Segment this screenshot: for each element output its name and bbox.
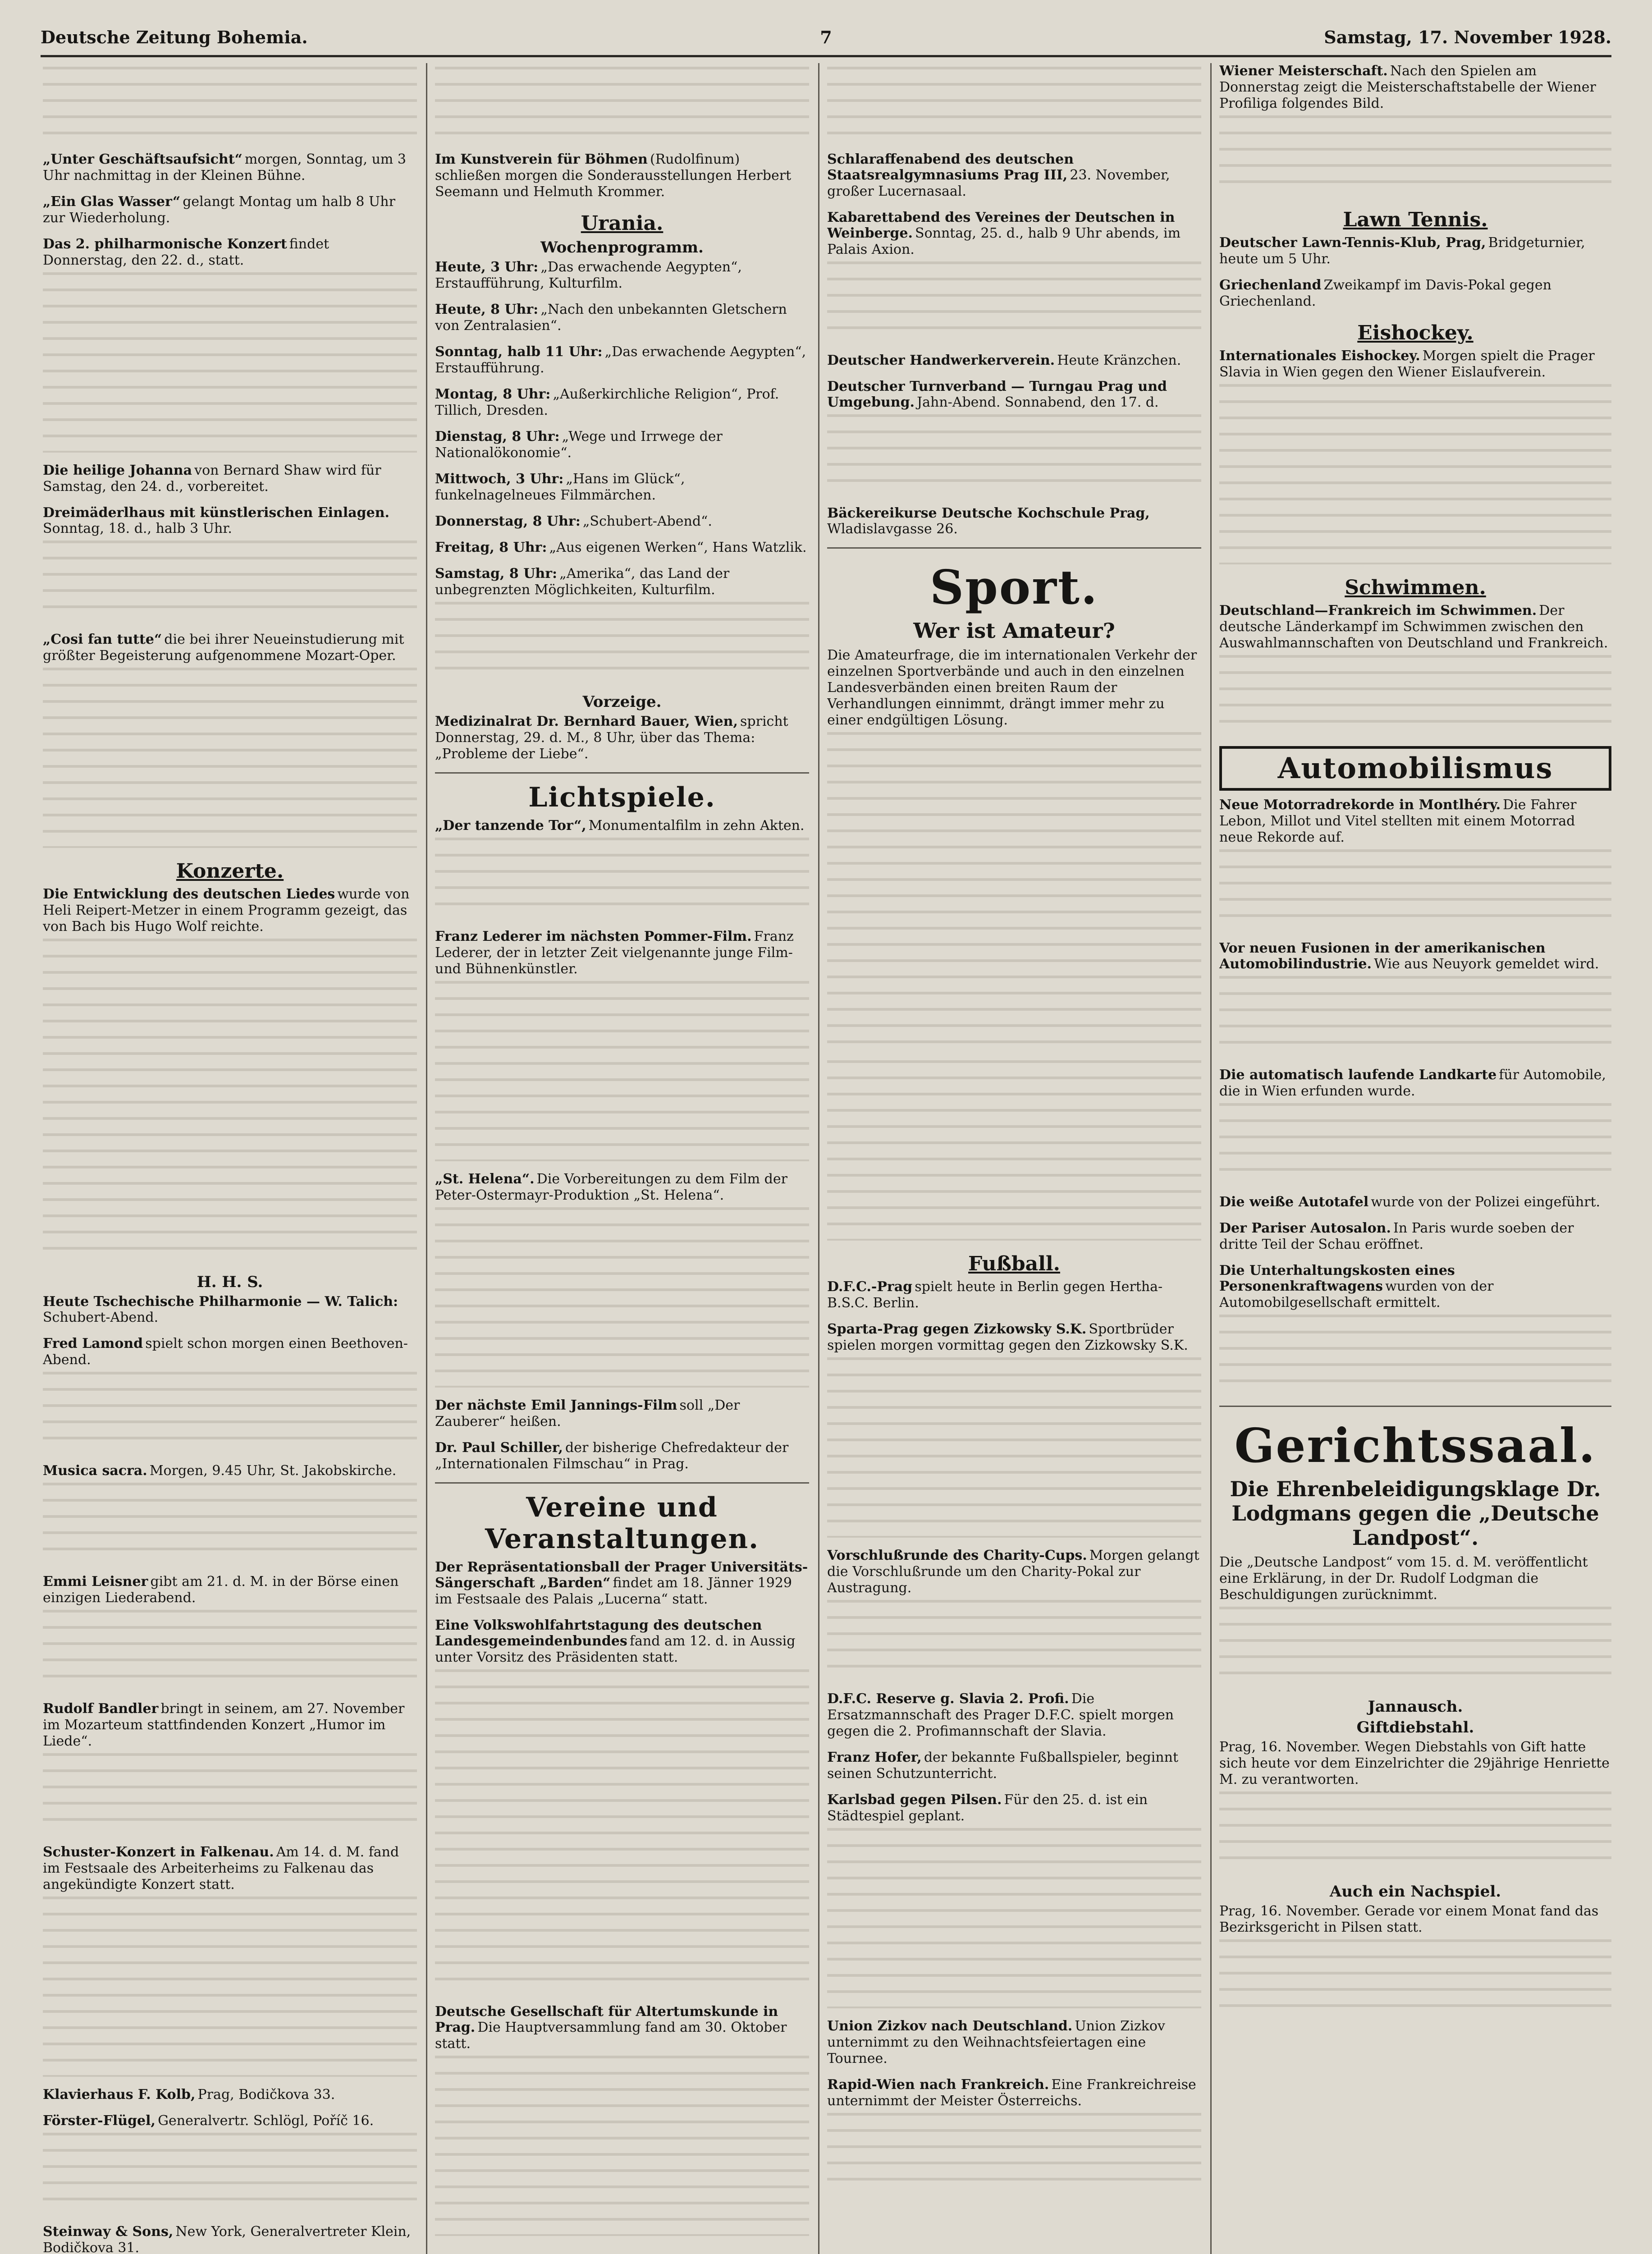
article-title: Griechenland [1219, 277, 1322, 293]
text-lines [827, 1060, 1201, 1241]
article [1219, 1220, 1611, 1253]
article-title: Der Repräsentationsball der Prager Universitäts-Sängerschaft „Barden“ [435, 1559, 808, 1591]
article [43, 505, 417, 622]
text-lines [1219, 849, 1611, 930]
text-lines [43, 1610, 417, 1691]
article-text: spielt schon morgen einen Beethoven-Abend. [43, 1336, 408, 1368]
article-text: gibt am 21. d. M. in der Börse einen einzigen Liederabend. [43, 1574, 399, 1606]
schedule-text: „Außerkirchliche Religion“, Prof. Tillich, Dresden. [435, 386, 779, 418]
advert [43, 2087, 417, 2103]
article-text: Prag, 16. November. Wegen Diebstahls von Gift hatte sich heute vor dem Einzelrichter die 29jährige Henriette M. zu verantworten. [1219, 1739, 1610, 1787]
article [1219, 1263, 1611, 1396]
article-title: „Der tanzende Tor“, [435, 818, 586, 834]
page-number: 7 [820, 27, 832, 47]
article-title: Rapid-Wien nach Frankreich. [827, 2077, 1049, 2093]
article-title: Das 2. philharmonische Konzert [43, 236, 287, 252]
column-3 [827, 63, 1201, 2254]
article-title: Fred Lamond [43, 1336, 143, 1351]
divider [435, 1482, 809, 1484]
schedule-text: „Das erwachende Aegypten“, Erstaufführung, Kulturfilm. [435, 259, 742, 291]
schedule-entry [435, 302, 809, 334]
article-text: 23. November, großer Lucernasaal. [827, 167, 1170, 199]
article-title: Union Zizkov nach Deutschland. [827, 2018, 1073, 2034]
article-title: Die Unterhaltungskosten eines Personenkraftwagens [1219, 1263, 1455, 1294]
article-title: Rudolf Bandler [43, 1701, 159, 1717]
section-heading-automobilismus: Automobilismus [1219, 746, 1611, 791]
article [435, 714, 809, 762]
article-title: Sparta-Prag gegen Zizkowsky S.K. [827, 1321, 1087, 1337]
advert-text: New York, Generalvertreter Klein, Bodičkova 31. [43, 2224, 411, 2254]
article [1219, 940, 1611, 1057]
article-title: Franz Lederer im nächsten Pommer-Film. [435, 929, 752, 944]
article-text: Sonntag, 25. d., halb 9 Uhr abends, im Palais Axion. [827, 225, 1181, 257]
section-heading-fussball: Fußball. [968, 1252, 1060, 1275]
column-4 [1219, 63, 1611, 2254]
article-text: Schubert-Abend. [43, 1310, 159, 1325]
article-text: bringt in seinem, am 27. November im Mozarteum stattfindenden Konzert „Humor im Liede“. [43, 1701, 405, 1749]
schedule-time: Montag, 8 Uhr: [435, 386, 551, 402]
article-title: Schuster-Konzert in Falkenau. [43, 1844, 274, 1860]
text-lines [435, 67, 809, 148]
article-headline: Die Ehrenbeleidigungsklage Dr. Lodgmans gegen die „Deutsche Landpost“. [1230, 1477, 1601, 1550]
text-lines [827, 261, 1201, 343]
article-title: Dr. Paul Schiller, [435, 1440, 563, 1456]
schedule-text: „Hans im Glück“, funkelnagelneues Filmmärchen. [435, 471, 685, 503]
advert-text: Prag, Bodičkova 33. [197, 2087, 335, 2103]
article [435, 1440, 809, 1472]
article-text: Wladislavgasse 26. [827, 521, 958, 537]
article-text: wurden von der Automobilgesellschaft ermittelt. [1219, 1278, 1494, 1310]
schedule-time: Heute, 3 Uhr: [435, 259, 539, 275]
schedule-time: Samstag, 8 Uhr: [435, 566, 558, 582]
advert-text: Generalvertr. Schlögl, Poříč 16. [158, 2113, 374, 2129]
article-title: Der Pariser Autosalon. [1219, 1220, 1391, 1236]
text-lines [1219, 1607, 1611, 1688]
article-text: wurde von Heli Reipert-Metzer in einem Programm gezeigt, das von Bach bis Hugo Wolf reichte. [43, 886, 410, 935]
article-title: Die Entwicklung des deutschen Liedes [43, 886, 335, 902]
article [827, 2077, 1201, 2194]
article-title: Kabarettabend des Vereines der Deutschen in Weinberge. [827, 210, 1175, 241]
advert [43, 2224, 417, 2254]
advert [43, 2113, 417, 2214]
divider [827, 547, 1201, 549]
article-text: morgen, Sonntag, um 3 Uhr nachmittag in der Kleinen Bühne. [43, 151, 406, 183]
text-lines [1219, 655, 1611, 736]
article-title: Deutscher Lawn-Tennis-Klub, Prag, [1219, 235, 1486, 251]
article-title: „St. Helena“. [435, 1171, 535, 1187]
article-title: D.F.C. Reserve g. Slavia 2. Profi. [827, 1691, 1069, 1707]
article-title: Wiener Meisterschaft. [1219, 63, 1388, 79]
article [43, 151, 417, 184]
text-lines [43, 668, 417, 848]
schedule-text: „Nach den unbekannten Gletschern von Zentralasien“. [435, 302, 787, 334]
section-heading-lawn-tennis: Lawn Tennis. [1343, 208, 1488, 231]
article [435, 1397, 809, 1430]
article-title: Die automatisch laufende Landkarte [1219, 1067, 1497, 1083]
article [827, 379, 1201, 495]
article-title: „Ein Glas Wasser“ [43, 194, 181, 210]
advert-title: Steinway & Sons, [43, 2224, 174, 2240]
text-lines [43, 272, 417, 453]
article-text: Die „Deutsche Landpost“ vom 15. d. M. veröffentlicht eine Erklärung, in der Dr. Rudolf Lodgman die Beschuldigungen zurücknimmt. [1219, 1554, 1588, 1603]
text-lines [43, 939, 417, 1263]
text-lines [827, 414, 1201, 495]
article-text: Am 14. d. M. fand im Festsaale des Arbeiterheims zu Falkenau das angekündigte Konzert statt. [43, 1844, 399, 1892]
text-lines [43, 2133, 417, 2214]
article [1219, 1554, 1611, 1688]
article-title: Vorschlußrunde des Charity-Cups. [827, 1548, 1087, 1563]
schedule-entry [435, 386, 809, 419]
article-headline: Giftdiebstahl. [1356, 1718, 1474, 1736]
article-title: Deutscher Handwerkerverein. [827, 353, 1055, 368]
article-text: von Bernard Shaw wird für Samstag, den 24. d., vorbereitet. [43, 463, 381, 495]
article [1219, 235, 1611, 267]
text-lines [43, 1483, 417, 1564]
text-lines [435, 602, 809, 683]
article-text: die bei ihrer Neueinstudierung mit größter Begeisterung aufgenommene Mozart-Oper. [43, 632, 404, 664]
article-title: Deutscher Turnverband — Turngau Prag und Umgebung. [827, 379, 1167, 410]
article-title: Schlaraffenabend des deutschen Staatsrealgymnasiums Prag III, [827, 151, 1074, 183]
section-subheading: Vorzeige. [582, 693, 662, 711]
article-title: Die weiße Autotafel [1219, 1194, 1369, 1210]
text-lines [1219, 1939, 1611, 2020]
article [43, 1336, 417, 1453]
schedule-text: „Wege und Irrwege der Nationalökonomie“. [435, 429, 723, 461]
article-text: Jahn-Abend. Sonnabend, den 17. d. [917, 394, 1159, 410]
text-lines [827, 1600, 1201, 1681]
text-lines [1219, 1103, 1611, 1184]
article-text: Die Ersatzmannschaft des Prager D.F.C. spielt morgen gegen die 2. Profimannschaft der Slavia. [827, 1691, 1174, 1739]
text-lines [1219, 384, 1611, 564]
article [1219, 797, 1611, 930]
article-text: Die Amateurfrage, die im internationalen Verkehr der einzelnen Sportverbände und auch in den einzelnen Landesverbänden einen breiten Raum der Verhandlungen einnimmt, drängt immer mehr zu einer endgültigen Lösung. [827, 647, 1197, 728]
article [435, 818, 809, 919]
article-title: Im Kunstverein für Böhmen [435, 151, 648, 167]
article [827, 151, 1201, 200]
article [1219, 1194, 1611, 1210]
text-lines [43, 1372, 417, 1453]
divider [435, 772, 809, 774]
advert-title: Klavierhaus F. Kolb, [43, 2087, 196, 2103]
text-lines [435, 2056, 809, 2236]
article-headline: Auch ein Nachspiel. [1329, 1883, 1501, 1901]
article [827, 647, 1201, 1241]
article [43, 1701, 417, 1834]
article-title: D.F.C.-Prag [827, 1279, 913, 1295]
article-text: Union Zizkov unternimmt zu den Weihnachtsfeiertagen eine Tournee. [827, 2018, 1165, 2066]
article [827, 2018, 1201, 2067]
article-text: Morgen spielt die Prager Slavia in Wien gegen den Wiener Eislaufverein. [1219, 348, 1595, 380]
article [43, 632, 417, 848]
article-text: findet am 18. Jänner 1929 im Festsaale des Palais „Lucerna“ statt. [435, 1575, 792, 1607]
divider [1219, 1406, 1611, 1407]
article [43, 1463, 417, 1564]
article [1219, 1903, 1611, 2020]
article-title: Deutschland—Frankreich im Schwimmen. [1219, 603, 1537, 618]
article-text: Morgen, 9.45 Uhr, St. Jakobskirche. [149, 1463, 397, 1479]
schedule-text: „Aus eigenen Werken“, Hans Watzlik. [549, 540, 807, 555]
article-text: findet Donnerstag, den 22. d., statt. [43, 236, 329, 268]
schedule-entry [435, 540, 809, 556]
text-lines [43, 541, 417, 622]
issue-date: Samstag, 17. November 1928. [1324, 27, 1611, 47]
article-text: Franz Lederer, der in letzter Zeit vielgenannte junge Film- und Bühnenkünstler. [435, 929, 794, 977]
text-lines [435, 1669, 809, 1994]
text-lines [1219, 115, 1611, 197]
article-title: Internationales Eishockey. [1219, 348, 1420, 364]
article-title: Deutsche Gesellschaft für Altertumskunde in Prag. [435, 2004, 778, 2035]
text-lines [435, 838, 809, 919]
schedule-time: Donnerstag, 8 Uhr: [435, 513, 581, 529]
article [827, 505, 1201, 537]
text-lines [435, 981, 809, 1161]
article [435, 1559, 809, 1608]
article [43, 886, 417, 1263]
article [827, 1750, 1201, 1782]
text-lines [43, 1753, 417, 1834]
article-text: Eine Frankreichreise unternimmt der Meister Österreichs. [827, 2077, 1196, 2109]
article-text: Sonntag, 18. d., halb 3 Uhr. [43, 521, 232, 536]
article [43, 194, 417, 226]
section-heading-konzerte: Konzerte. [176, 860, 284, 883]
article [43, 1294, 417, 1326]
article [43, 236, 417, 453]
article-signature: Jannausch. [1368, 1698, 1463, 1716]
column-2 [435, 63, 809, 2254]
article-text: Die Hauptversammlung fand am 30. Oktober statt. [435, 2020, 787, 2052]
article-text: Zweikampf im Davis-Pokal gegen Griechenland. [1219, 277, 1551, 309]
article [435, 929, 809, 1161]
text-lines [1219, 1315, 1611, 1396]
column-1 [43, 63, 417, 2254]
article-text: der bisherige Chefredakteur der „Internationalen Filmschau“ in Prag. [435, 1440, 789, 1472]
article-text: Die Fahrer Lebon, Millot und Vitel stellten mit einem Motorrad neue Rekorde auf. [1219, 797, 1577, 845]
text-lines [43, 1897, 417, 2077]
article [827, 1548, 1201, 1681]
article-title: Dreimäderlhaus mit künstlerischen Einlagen. [43, 505, 389, 521]
section-heading-schwimmen: Schwimmen. [1345, 576, 1486, 599]
article [1219, 277, 1611, 310]
article-title: „Unter Geschäftsaufsicht“ [43, 151, 243, 167]
schedule-time: Dienstag, 8 Uhr: [435, 429, 560, 444]
article [43, 463, 417, 495]
article [1219, 348, 1611, 564]
article-title: Bäckereikurse Deutsche Kochschule Prag, [827, 505, 1150, 521]
article-title: Franz Hofer, [827, 1750, 922, 1765]
article-text: Morgen gelangt die Vorschlußrunde um den Charity-Pokal zur Austragung. [827, 1548, 1199, 1596]
schedule-entry [435, 259, 809, 292]
section-heading-eishockey: Eishockey. [1357, 321, 1474, 344]
text-lines [1219, 976, 1611, 1057]
article-text: Sportbrüder spielen morgen vormittag gegen den Zizkowsky S.K. [827, 1321, 1188, 1353]
article-text: Nach den Spielen am Donnerstag zeigt die Meisterschaftstabelle der Wiener Profiliga folgendes Bild. [1219, 63, 1596, 111]
article-signature: H. H. S. [197, 1273, 263, 1291]
article-text: wurde von der Polizei eingeführt. [1371, 1194, 1601, 1210]
article-title: Musica sacra. [43, 1463, 147, 1479]
schedule-entry [435, 429, 809, 461]
article-title: Neue Motorradrekorde in Montlhéry. [1219, 797, 1501, 813]
article-title: Die heilige Johanna [43, 463, 192, 478]
article-text: soll „Der Zauberer“ heißen. [435, 1397, 740, 1429]
article-title: Emmi Leisner [43, 1574, 148, 1590]
article [1219, 603, 1611, 736]
article-text: Die Vorbereitungen zu dem Film der Peter-Ostermayr-Produktion „St. Helena“. [435, 1171, 787, 1203]
column-divider [426, 63, 427, 2254]
article-text: Für den 25. d. ist ein Städtespiel geplant. [827, 1792, 1148, 1824]
article [435, 151, 809, 200]
article-text: für Automobile, die in Wien erfunden wurde. [1219, 1067, 1606, 1099]
article [827, 210, 1201, 343]
article-text: spricht Donnerstag, 29. d. M., 8 Uhr, über das Thema: „Probleme der Liebe“. [435, 714, 788, 762]
article-text: Bridgeturnier, heute um 5 Uhr. [1219, 235, 1585, 267]
schedule-time: Freitag, 8 Uhr: [435, 540, 547, 555]
schedule-text: „Das erwachende Aegypten“, Erstaufführung. [435, 344, 806, 376]
article-text: In Paris wurde soeben der dritte Teil der Schau eröffnet. [1219, 1220, 1574, 1252]
article [43, 1844, 417, 2077]
text-lines [43, 67, 417, 148]
article-text: fand am 12. d. in Aussig unter Vorsitz des Präsidenten statt. [435, 1633, 796, 1665]
article-text: Prag, 16. November. Gerade vor einem Monat fand das Bezirksgericht in Pilsen statt. [1219, 1903, 1599, 1935]
article [827, 1279, 1201, 1311]
article-text: Monumentalfilm in zehn Akten. [588, 818, 805, 834]
article-text: Heute Kränzchen. [1057, 353, 1181, 368]
article [827, 1792, 1201, 2008]
article-title: Eine Volkswohlfahrtstagung des deutschen Landesgemeindenbundes [435, 1617, 762, 1649]
article-title: Heute Tschechische Philharmonie — W. Talich: [43, 1294, 398, 1310]
article-title: Vor neuen Fusionen in der amerikanischen Automobilindustrie. [1219, 940, 1546, 972]
article [827, 1691, 1201, 1740]
column-divider [818, 63, 819, 2254]
article [435, 2004, 809, 2236]
text-lines [1219, 1791, 1611, 1873]
article-text: gelangt Montag um halb 8 Uhr zur Wiederholung. [43, 194, 395, 226]
article-text: spielt heute in Berlin gegen Hertha-B.S.C. Berlin. [827, 1279, 1163, 1311]
section-heading-urania: Urania. [581, 212, 664, 235]
article [435, 1617, 809, 1994]
column-divider [1210, 63, 1212, 2254]
section-subheading: Wochenprogramm. [540, 238, 704, 257]
schedule-time: Mittwoch, 3 Uhr: [435, 471, 564, 487]
article-text: Wie aus Neuyork gemeldet wird. [1374, 956, 1599, 972]
article [1219, 1739, 1611, 1873]
article-title: „Cosi fan tutte“ [43, 632, 162, 647]
page-header [41, 23, 1611, 57]
text-lines [827, 732, 1201, 1057]
schedule-text: „Amerika“, das Land der unbegrenzten Möglichkeiten, Kulturfilm. [435, 566, 730, 598]
schedule-entry [435, 471, 809, 504]
article-text: (Rudolfinum) schließen morgen die Sonderausstellungen Herbert Seemann und Helmuth Krommer. [435, 151, 792, 200]
text-lines [435, 1207, 809, 1388]
article [1219, 1067, 1611, 1184]
masthead: Deutsche Zeitung Bohemia. [41, 27, 308, 47]
text-lines [827, 1357, 1201, 1538]
advert-title: Förster-Flügel, [43, 2113, 156, 2129]
section-heading-sport: Sport. [929, 559, 1099, 615]
schedule-entry [435, 566, 809, 683]
schedule-entry [435, 344, 809, 376]
article-title: Der nächste Emil Jannings-Film [435, 1397, 677, 1413]
section-heading-lichtspiele: Lichtspiele. [528, 782, 716, 813]
section-heading-vereine: Vereine und Veranstaltungen. [485, 1492, 760, 1555]
section-heading-gerichtssaal: Gerichtssaal. [1234, 1418, 1597, 1473]
article-text: Der deutsche Länderkampf im Schwimmen zwischen den Auswahlmannschaften von Deutschland und Frankreich. [1219, 603, 1608, 651]
text-lines [827, 2113, 1201, 2194]
schedule-text: „Schubert-Abend“. [582, 513, 712, 529]
article [43, 1574, 417, 1691]
article-title: Karlsbad gegen Pilsen. [827, 1792, 1002, 1808]
article-headline: Wer ist Amateur? [913, 618, 1115, 643]
article [827, 1321, 1201, 1538]
schedule-entry [435, 513, 809, 530]
text-lines [827, 67, 1201, 148]
article [1219, 63, 1611, 197]
article [435, 1171, 809, 1388]
article [827, 353, 1201, 369]
schedule-time: Heute, 8 Uhr: [435, 302, 539, 317]
text-lines [827, 1828, 1201, 2008]
article-title: Medizinalrat Dr. Bernhard Bauer, Wien, [435, 714, 738, 729]
article-text: der bekannte Fußballspieler, beginnt seinen Schutzunterricht. [827, 1750, 1178, 1782]
schedule-time: Sonntag, halb 11 Uhr: [435, 344, 603, 360]
